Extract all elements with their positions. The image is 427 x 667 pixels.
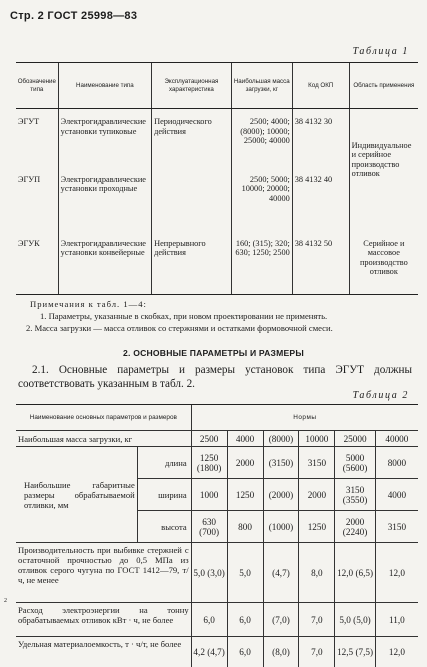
t1-code: ЭГУТ <box>18 117 40 126</box>
t2-cell: 2000 (2240) <box>335 511 375 543</box>
t2-cell: (7,0) <box>263 603 299 637</box>
t1-col-mass: Наибольшая масса загрузки, кг <box>231 63 292 109</box>
table-row <box>16 431 418 447</box>
t2-row-label: Производительность при выбивке стержней с остаточной прочностью до 0,5 МПа из отливок серого чугуна по ГОСТ 1412—79, т/ч, не менее <box>16 543 191 603</box>
t2-cell: 5,0 (5,0) <box>335 603 375 637</box>
table1-caption: Таблица 1 <box>352 46 409 57</box>
t2-cell: 4000 <box>227 431 263 447</box>
t2-cell: (1000) <box>263 511 299 543</box>
t2-cell: 25000 <box>335 431 375 447</box>
table-row <box>16 637 418 667</box>
t2-col-norms: Нормы <box>191 405 418 431</box>
t2-cell: 12,5 (7,5) <box>335 637 375 667</box>
t2-col-param: Наименование основных параметров и размеров <box>16 405 191 431</box>
t2-row-label: Расход электроэнергии на тонну обрабатываемых отливок кВт · ч, не более <box>16 603 191 637</box>
section-paragraph: 2.1. Основные параметры и размеры установок типа ЭГУТ должны соответствовать указанным в табл. 2. <box>18 364 412 390</box>
table2 <box>16 404 418 667</box>
t2-cell: 3150 (3550) <box>335 479 375 511</box>
t2-cell: 6,0 <box>227 603 263 637</box>
t2-dim-name: высота <box>137 511 191 543</box>
t1-mass: 2500; 4000; (8000); 10000; 25000; 40000 <box>231 109 292 171</box>
t2-cell: (4,7) <box>263 543 299 603</box>
t2-cell: 40000 <box>375 431 418 447</box>
note-item: 2. Масса загрузки — масса отливок со стержнями и остатками формовочной смеси. <box>26 323 333 333</box>
t1-col-name: Наименование типа <box>58 63 151 109</box>
t2-cell: 4000 <box>375 479 418 511</box>
t2-cell: 12,0 <box>375 543 418 603</box>
t2-cell: 6,0 <box>191 603 227 637</box>
t2-cell: (8,0) <box>263 637 299 667</box>
t2-dims-label: Наибольшие габаритные размеры обрабатываемой отливки, мм <box>16 447 137 543</box>
t1-col-okp: Код ОКП <box>292 63 349 109</box>
t1-okp: 38 4132 30 <box>292 109 349 171</box>
table-row <box>16 171 418 235</box>
t1-name: Электрогидравлические установки тупиковые <box>58 109 151 171</box>
t1-col-code: Обозначение типа <box>16 63 58 109</box>
table-row <box>16 235 418 295</box>
t2-cell: 7,0 <box>299 637 335 667</box>
t2-cell: 6,0 <box>227 637 263 667</box>
t1-name: Электрогидравлические установки конвейерные <box>58 235 151 295</box>
table1 <box>16 62 418 295</box>
t2-cell: 2000 <box>299 479 335 511</box>
t1-character <box>152 171 232 235</box>
t1-okp: 38 4132 40 <box>292 171 349 235</box>
t1-area: Индивидуальное и серийное производство отливок <box>349 141 418 205</box>
t1-character: Непрерывного действия <box>152 235 232 295</box>
t2-cell: 5000 (5600) <box>335 447 375 479</box>
t2-cell: 1000 <box>191 479 227 511</box>
t2-mass-label: Наибольшая масса загрузки, кг <box>16 431 191 447</box>
t1-character: Периодического действия <box>152 109 232 171</box>
t1-name: Электрогидравлические установки проходные <box>58 171 151 235</box>
t2-cell: 12,0 (6,5) <box>335 543 375 603</box>
note-item: 1. Параметры, указанные в скобках, при новом проектировании не применять. <box>40 311 328 321</box>
t2-cell: 5,0 <box>227 543 263 603</box>
t2-cell: (8000) <box>263 431 299 447</box>
t2-cell: 3150 <box>299 447 335 479</box>
table-row <box>16 543 418 603</box>
margin-mark: 2 <box>4 598 7 604</box>
t2-cell: (3150) <box>263 447 299 479</box>
t2-row-label: Удельная материалоемкость, т · ч/т, не более <box>18 639 182 649</box>
t2-cell: 8000 <box>375 447 418 479</box>
section-heading: 2. ОСНОВНЫЕ ПАРАМЕТРЫ И РАЗМЕРЫ <box>123 348 304 358</box>
t1-col-character: Эксплуатационная характеристика <box>152 63 232 109</box>
t2-cell: 1250 <box>227 479 263 511</box>
t2-cell: 11,0 <box>375 603 418 637</box>
t1-code: ЭГУК <box>16 235 58 295</box>
t2-cell: 8,0 <box>299 543 335 603</box>
t1-area: Серийное и массовое производство отливок <box>349 235 418 295</box>
t2-cell: 2000 <box>227 447 263 479</box>
notes <box>26 298 418 334</box>
t1-code: ЭГУП <box>18 174 41 184</box>
t2-cell: (2000) <box>263 479 299 511</box>
t2-dim-name: длина <box>137 447 191 479</box>
t2-cell: 4,2 (4,7) <box>191 637 227 667</box>
t2-dim-name: ширина <box>137 479 191 511</box>
t2-cell: 7,0 <box>299 603 335 637</box>
table-row <box>16 603 418 637</box>
t2-cell: 1250 <box>299 511 335 543</box>
table2-caption: Таблица 2 <box>352 390 409 401</box>
t1-col-area: Область применения <box>349 63 418 109</box>
notes-title: Примечания к табл. 1—4: <box>30 299 147 309</box>
t2-cell: 2500 <box>191 431 227 447</box>
t1-mass: 160; (315); 320; 630; 1250; 2500 <box>231 235 292 295</box>
t2-cell: 12,0 <box>375 637 418 667</box>
t2-cell: 800 <box>227 511 263 543</box>
t2-cell: 5,0 (3,0) <box>191 543 227 603</box>
t2-cell: 1250 (1800) <box>191 447 227 479</box>
page-header: Стр. 2 ГОСТ 25998—83 <box>10 10 138 22</box>
t2-cell: 3150 <box>375 511 418 543</box>
table-row <box>16 447 418 479</box>
t1-okp: 38 4132 50 <box>292 235 349 295</box>
t1-mass: 2500; 5000; 10000; 20000; 40000 <box>231 171 292 235</box>
t2-cell: 10000 <box>299 431 335 447</box>
t2-cell: 630 (700) <box>191 511 227 543</box>
